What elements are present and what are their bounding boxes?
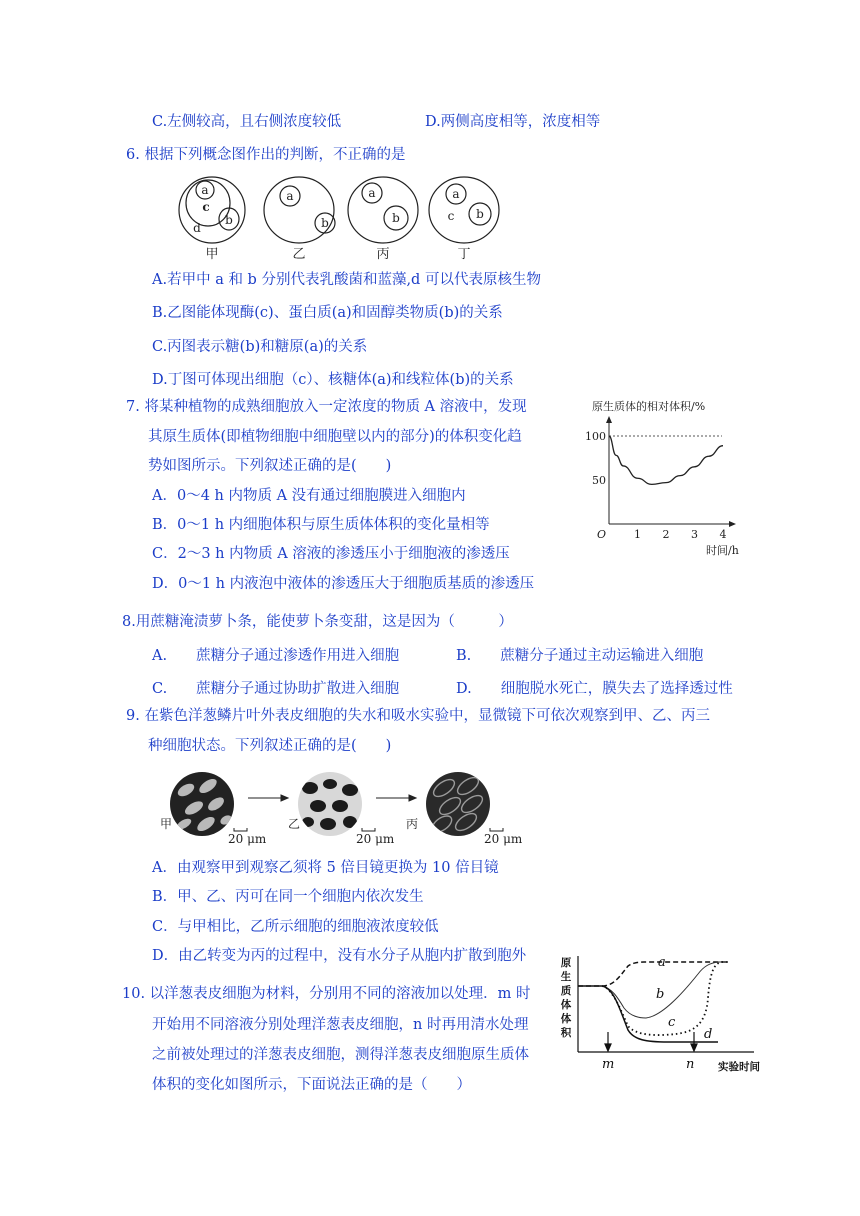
q9-option-b: B．甲、乙、丙可在同一个细胞内依次发生 [152,889,424,905]
q6-label-b-jia: b [225,213,233,227]
q9-arrow-1-head [281,795,288,801]
chart7-ytick-100: 100 [585,430,606,443]
q6-option-c: C.丙图表示糖(b)和糖原(a)的关系 [152,339,368,355]
q7-option-c: C．2～3 h 内物质 A 溶液的渗透压小于细胞液的渗透压 [152,546,510,562]
q6-option-d: D.丁图可体现出细胞（c）、核糖体(a)和线粒体(b)的关系 [152,372,514,388]
q6-label-a-bing: a [368,186,376,200]
chart10-curve-c [602,962,728,1035]
chart10-ylabel-char-3: 质 [560,985,572,997]
q9-scale-jia: 20 μm [228,832,267,846]
q10-protoplast-chart [558,952,760,1080]
q8-option-a: A. 蔗糖分子通过渗透作用进入细胞 [152,648,400,664]
q9-scalebar-yi [362,828,375,831]
chart7-xtick-1: 1 [634,528,641,541]
q10-stem-line3: 之前被处理过的洋葱表皮细胞，测得洋葱表皮细胞原生质体 [152,1047,529,1063]
chart7-xtick-3: 3 [691,528,698,541]
chart10-x-axis-label: 实验时间 [718,1061,760,1073]
q7-stem-line2: 其原生质体(即植物细胞中细胞壁以内的部分)的体积变化趋 [148,429,522,445]
q7-stem-line3: 势如图所示。下列叙述正确的是( ) [148,458,392,474]
chart10-curve-a [578,962,728,986]
q10-stem-line4: 体积的变化如图所示，下面说法正确的是（ ） [152,1077,471,1093]
q9-stem-line2: 种细胞状态。下列叙述正确的是( ) [148,738,392,754]
q8-option-b: B. 蔗糖分子通过主动运输进入细胞 [456,648,704,664]
q6-label-b-yi: b [321,216,329,230]
chart10-ylabel-char-6: 积 [560,1027,572,1039]
chart10-label-c: c [668,1015,676,1030]
chart7-series-line [609,436,723,484]
q5-option-c: C.左侧较高，且右侧浓度较低 [152,114,342,130]
q9-label-bing: 丙 [406,817,419,831]
chart10-ylabel-char-1: 原 [560,957,572,969]
q6-stem: 6. 根据下列概念图作出的判断，不正确的是 [126,147,406,163]
q7-stem-line1: 7. 将某种植物的成熟细胞放入一定浓度的物质 A 溶液中，发现 [126,399,527,415]
chart7-xtick-4: 4 [719,528,727,541]
q6-label-b-bing: b [392,211,400,225]
chart10-ylabel-char-4: 体 [560,999,572,1011]
chart7-origin-label: O [597,528,607,541]
q9-scale-bing: 20 μm [484,832,523,846]
q8-option-d: D. 细胞脱水死亡，膜失去了选择透过性 [456,681,733,697]
q9-option-c: C．与甲相比，乙所示细胞的细胞液浓度较低 [152,919,439,935]
chart10-m-arrowhead [605,1044,611,1051]
chart7-y-arrow [606,416,612,423]
q6-option-a: A.若甲中 a 和 b 分别代表乳酸菌和蓝藻,d 可以代表原核生物 [152,272,541,288]
q9-scalebar-bing [490,828,503,831]
q9-scalebar-jia [234,828,247,831]
q7-option-b: B．0～1 h 内细胞体积与原生质体体积的变化量相等 [152,517,490,533]
q6-label-b-ding: b [476,207,484,221]
q9-micrograph-figure [158,770,528,846]
q6-label-c-jia: c [202,200,210,214]
q7-option-d: D．0～1 h 内液泡中液体的渗透压大于细胞质基质的渗透压 [152,576,535,592]
q9-option-d: D．由乙转变为丙的过程中，没有水分子从胞内扩散到胞外 [152,948,527,964]
q6-label-d-jia: d [193,221,201,235]
chart10-m-label: m [602,1057,615,1072]
q6-caption-ding: 丁 [457,247,471,262]
chart7-x-arrow [729,521,736,527]
chart7-y-axis-label: 原生质体的相对体积/% [592,400,706,413]
q6-label-a-jia: a [201,183,209,197]
q10-stem-line2: 开始用不同溶液分别处理洋葱表皮细胞，n 时再用清水处理 [152,1017,529,1033]
q8-option-c: C. 蔗糖分子通过协助扩散进入细胞 [152,681,400,697]
chart10-curve-d [578,986,718,1042]
q5-option-d: D.两侧高度相等，浓度相等 [425,114,601,130]
q9-label-jia: 甲 [160,817,173,831]
q6-label-a-yi: a [286,189,294,203]
chart10-label-a: a [658,955,666,970]
q9-option-a: A．由观察甲到观察乙须将 5 倍目镜更换为 10 倍目镜 [152,860,499,876]
q8-stem: 8.用蔗糖淹渍萝卜条，能使萝卜条变甜，这是因为（ ） [122,614,513,630]
q6-label-a-ding: a [452,187,460,201]
q9-figure-annotations [158,770,528,846]
q6-option-b: B.乙图能体现酶(c)、蛋白质(a)和固醇类物质(b)的关系 [152,305,503,321]
chart10-ylabel-char-5: 体 [560,1013,572,1025]
chart10-label-b: b [656,987,665,1002]
q7-option-a: A．0～4 h 内物质 A 没有通过细胞膜进入细胞内 [152,488,466,504]
chart10-n-label: n [686,1057,695,1072]
chart7-xtick-2: 2 [662,528,670,541]
q9-scale-yi: 20 μm [356,832,395,846]
chart7-ytick-50: 50 [592,474,606,487]
q6-concept-diagrams [175,174,505,262]
q6-label-c-ding: c [447,209,455,223]
q6-caption-jia: 甲 [205,247,219,262]
chart10-n-arrowhead [691,1044,697,1051]
q7-volume-chart [580,392,740,560]
chart7-x-axis-label: 时间/h [706,544,739,557]
chart10-label-d: d [704,1027,713,1042]
q6-caption-bing: 丙 [376,247,390,262]
q9-arrow-2-head [409,795,416,801]
q6-caption-yi: 乙 [292,247,306,262]
q10-stem-line1: 10. 以洋葱表皮细胞为材料，分别用不同的溶液加以处理．m 时 [122,986,531,1002]
q9-stem-line1: 9. 在紫色洋葱鳞片叶外表皮细胞的失水和吸水实验中，显微镜下可依次观察到甲、乙、丙三 [126,708,710,724]
chart10-ylabel-char-2: 生 [560,971,572,983]
q9-label-yi: 乙 [288,817,301,831]
